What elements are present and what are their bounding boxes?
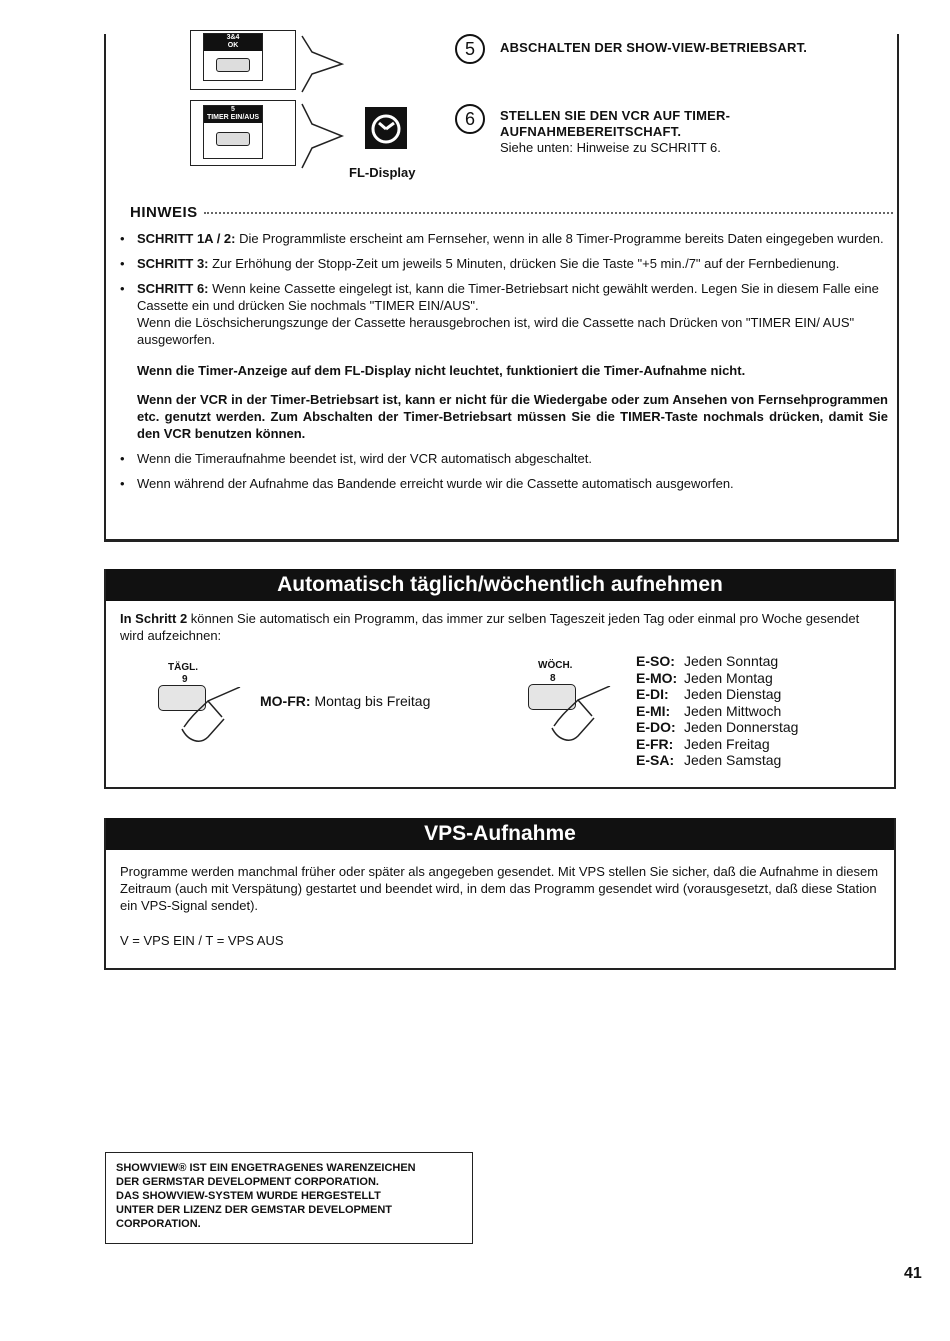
note-text-continued: Wenn die Löschsicherungszunge der Cassette herausgebrochen ist, wird die Cassette nach Drücken von "TIMER EIN/ AUS" ausgeworfen. — [137, 315, 855, 347]
hinweis-notes — [116, 230, 888, 500]
weekly-code: E-DO: — [636, 719, 676, 735]
weekly-description: Jeden Samstag — [684, 752, 782, 768]
weekly-key-number: 8 — [550, 673, 556, 684]
weekly-description: Jeden Montag — [684, 669, 773, 686]
trademark-text — [116, 1161, 416, 1231]
callout-arrow-icon — [294, 34, 354, 94]
note-item: • Wenn während der Aufnahme das Bandende erreicht wurde wir die Cassette automatisch ausgeworfen. — [116, 475, 888, 492]
note-text: Die Programmliste erscheint am Fernseher, wenn in alle 8 Timer-Programme bereits Daten eingegeben wurden. — [235, 231, 884, 246]
ok-key-cap: 3&4 OK — [204, 34, 262, 51]
step-number-5: 5 — [455, 34, 485, 64]
trademark-line: SHOWVIEW® IST EIN ENGETRAGENES WARENZEICHEN — [116, 1162, 416, 1174]
remote-illustration-timer — [190, 100, 296, 166]
instruction-box — [104, 34, 899, 542]
timer-key-cap: 5 TIMER EIN/AUS — [204, 106, 262, 123]
hinweis-heading: HINWEIS — [130, 204, 198, 221]
daily-code: MO-FR: — [260, 693, 311, 709]
daily-option — [260, 693, 430, 709]
weekly-code: E-SA: — [636, 752, 675, 768]
fl-display-label: FL-Display — [349, 165, 416, 180]
vps-section — [104, 818, 896, 970]
note-lead: SCHRITT 6: — [137, 281, 209, 296]
weekly-option — [636, 653, 798, 670]
daily-description: Montag bis Freitag — [314, 693, 431, 709]
weekly-option — [636, 670, 798, 687]
note-item: • Wenn die Timeraufnahme beendet ist, wird der VCR automatisch abgeschaltet. — [116, 450, 888, 467]
trademark-line: DAS SHOWVIEW-SYSTEM WURDE HERGESTELLT — [116, 1190, 381, 1202]
vps-heading: VPS-Aufnahme — [106, 818, 894, 850]
weekly-options-list — [636, 653, 798, 769]
note-item — [116, 280, 888, 348]
timer-key-button — [216, 132, 250, 146]
warning-paragraph: Wenn der VCR in der Timer-Betriebsart ist, kann er nicht für die Wiedergabe oder zum Ansehen von Fernsehprogrammen etc. genutzt werden. Zum Abschalten der Timer-Betriebsart müssen Sie die TIMER-Taste nochmals drücken, damit Sie den VCR benutzen können. — [137, 392, 888, 441]
weekly-option — [636, 719, 798, 736]
weekly-description: Jeden Mittwoch — [684, 702, 782, 719]
step-6-title-line-1: STELLEN SIE DEN VCR AUF TIMER- — [500, 108, 731, 123]
daily-label: TÄGL. — [168, 662, 198, 673]
weekly-description: Jeden Sonntag — [684, 653, 779, 669]
auto-record-section — [104, 569, 896, 789]
step-5-title: ABSCHALTEN DER SHOW-VIEW-BETRIEBSART. — [500, 40, 808, 55]
warning-paragraph: Wenn die Timer-Anzeige auf dem FL-Display nicht leuchtet, funktioniert die Timer-Aufnahme nicht. — [137, 363, 746, 378]
trademark-line: DER GERMSTAR DEVELOPMENT CORPORATION. — [116, 1176, 379, 1188]
clock-display-icon — [365, 107, 407, 149]
weekly-description: Jeden Freitag — [684, 735, 770, 752]
pointing-hand-icon — [178, 687, 250, 747]
hinweis-divider — [204, 212, 893, 214]
ok-key — [203, 33, 263, 81]
vps-description: Programme werden manchmal früher oder später als angegeben gesendet. Mit VPS stellen Sie sicher, daß die Aufnahme in diesem Zeitraum (auch mit Verspätung) gestartet und beendet wird, in dem das Programm gesendet wird (vorausgesetzt, daß diese Station ein VPS-Signal sendet). — [120, 864, 879, 913]
weekly-code: E-FR: — [636, 735, 674, 752]
step-6-title-line-2: AUFNAHMEBEREITSCHAFT. — [500, 124, 682, 139]
note-text: Zur Erhöhung der Stopp-Zeit um jeweils 5 Minuten, drücken Sie die Taste "+5 min./7" auf der Fernbedienung. — [208, 256, 840, 271]
vps-mapping: V = VPS EIN / T = VPS AUS — [120, 933, 284, 948]
auto-record-heading: Automatisch täglich/wöchentlich aufnehmen — [106, 569, 894, 601]
step-number-6: 6 — [455, 104, 485, 134]
weekly-code: E-DI: — [636, 686, 669, 702]
page-number: 41 — [904, 1265, 922, 1282]
note-lead: SCHRITT 3: — [137, 256, 209, 271]
note-item — [116, 230, 888, 247]
callout-arrow-icon — [294, 102, 354, 172]
weekly-option — [636, 703, 798, 720]
auto-record-intro — [120, 610, 884, 644]
weekly-code: E-MI: — [636, 702, 671, 719]
timer-key — [203, 105, 263, 159]
note-text: Wenn keine Cassette eingelegt ist, kann die Timer-Betriebsart nicht gewählt werden. Legen Sie in diesem Falle eine Cassette ein und drücken Sie nochmals "TIMER EIN/AUS". — [137, 281, 879, 313]
note-lead: SCHRITT 1A / 2: — [137, 231, 236, 246]
note-item — [116, 255, 888, 272]
weekly-code: E-MO: — [636, 669, 678, 686]
weekly-code: E-SO: — [636, 653, 675, 669]
daily-key-number: 9 — [182, 674, 188, 685]
remote-illustration-ok — [190, 30, 296, 90]
weekly-option — [636, 736, 798, 753]
pointing-hand-icon — [548, 686, 620, 746]
intro-text: können Sie automatisch ein Programm, das immer zur selben Tageszeit jeden Tag oder einmal pro Woche gesendet wird aufzeichnen: — [120, 611, 860, 643]
weekly-label: WÖCH. — [538, 660, 573, 671]
weekly-option — [636, 686, 798, 703]
trademark-notice — [105, 1152, 473, 1244]
step-6-sub: Siehe unten: Hinweise zu SCHRITT 6. — [500, 140, 721, 155]
weekly-description: Jeden Dienstag — [684, 686, 782, 702]
step-6-text — [500, 108, 730, 156]
weekly-option — [636, 752, 798, 769]
weekly-description: Jeden Donnerstag — [684, 719, 799, 735]
ok-key-button — [216, 58, 250, 72]
trademark-line: UNTER DER LIZENZ DER GEMSTAR DEVELOPMENT — [116, 1204, 393, 1216]
trademark-line: CORPORATION. — [116, 1218, 201, 1230]
intro-lead: In Schritt 2 — [120, 611, 188, 626]
